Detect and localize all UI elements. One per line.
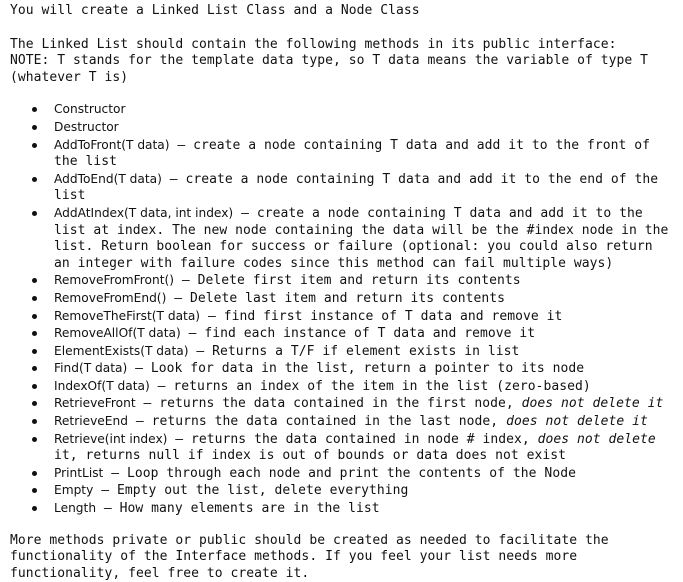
bullet-icon [32,177,37,182]
method-name: IndexOf(T data) [54,378,150,393]
method-description: – create a node containing T data and add it to the list at index. The new node containing the data will be the #index node in the list. Return boolean for success or failure (optional: you could also return an integer with failure codes since this method can fail multiple ways) [54,205,669,271]
method-name: Destructor [54,119,119,134]
closing-line-3: functionality, feel free to create it. [10,565,310,581]
method-name: RetrieveFront [54,396,136,411]
list-item [10,290,675,308]
method-description: – returns an index of the item in the list (zero-based) [149,378,591,394]
method-name: PrintList [54,465,104,480]
method-description: – Delete first item and return its contents [174,273,521,289]
method-description: – Returns a T/F if element exists in list [188,343,520,359]
bullet-icon [32,506,37,511]
bullet-icon [32,125,37,130]
intro-line-1: The Linked List should contain the following methods in its public interface: [10,36,617,52]
method-list [10,101,675,517]
method-description: – find each instance of T data and remove it [180,326,536,342]
closing-paragraph [10,533,675,582]
list-item [10,137,675,171]
bullet-icon [32,401,37,406]
method-name: RetrieveEnd [54,414,128,429]
method-description: – Loop through each node and print the contents of the Node [103,465,576,481]
method-emphasis: does not delete it [506,414,648,430]
method-name: Length [54,501,97,516]
closing-line-2: functionality of the Interface methods. If you feel your list needs more [10,549,578,565]
method-description: – find first instance of T data and remove it [200,308,563,324]
list-item [10,343,675,361]
intro-note-line: NOTE: T stands for the template data type, so T data means the variable of type T [10,53,649,69]
method-name: Empty [54,483,94,498]
list-item [10,413,675,431]
method-name: RemoveAllOf(T data) [54,326,181,341]
bullet-icon [32,349,37,354]
bullet-icon [32,107,37,112]
method-name: RemoveFromEnd() [54,290,167,305]
bullet-icon [32,471,37,476]
bullet-icon [32,488,37,493]
bullet-icon [32,331,37,336]
intro-paragraph [10,37,675,87]
method-name: AddToFront(T data) [54,137,170,152]
list-item [10,465,675,483]
list-item [10,325,675,343]
list-item [10,431,675,465]
list-item [10,308,675,326]
method-description: – returns the data contained in the first node, [135,396,522,412]
bullet-icon [32,314,37,319]
list-item [10,395,675,413]
method-description: – create a node containing T data and add it to the front of the list [54,137,651,170]
bullet-icon [32,278,37,283]
list-item [10,205,675,272]
list-item [10,101,675,119]
bullet-icon [32,211,37,216]
list-item [10,378,675,396]
method-description: – returns the data contained in the last node, [127,414,507,430]
list-item [10,272,675,290]
method-name: RemoveTheFirst(T data) [54,308,201,323]
closing-line-1: More methods private or public should be created as needed to facilitate the [10,532,609,548]
method-name: Constructor [54,102,126,117]
method-name: Retrieve(int index) [54,431,168,446]
method-emphasis: does not delete it [521,396,664,412]
method-description: – Look for data in the list, return a pointer to its node [127,361,585,377]
method-name: ElementExists(T data) [54,343,189,358]
bullet-icon [32,143,37,148]
intro-note-line-cont: (whatever T is) [10,69,129,85]
bullet-icon [32,296,37,301]
method-description-cont: it, returns null if index is out of bounds or data does not exist [54,448,566,464]
method-emphasis: does not delete [537,431,656,447]
list-item [10,360,675,378]
list-item [10,500,675,518]
bullet-icon [32,419,37,424]
bullet-icon [32,384,37,389]
bullet-icon [32,437,37,442]
method-name: AddAtIndex(T data, int index) [54,205,234,220]
page-title: You will create a Linked List Class and a Node Class [10,3,420,18]
method-description: – Empty out the list, delete everything [93,483,409,499]
list-item [10,119,675,137]
method-description: – Delete last item and return its contents [166,290,506,306]
bullet-icon [32,366,37,371]
method-description: – create a node containing T data and add it to the end of the list [54,171,659,204]
method-name: RemoveFromFront() [54,273,174,288]
method-name: AddToEnd(T data) [54,171,162,186]
method-description: – returns the data contained in node # index, [167,431,538,447]
method-description: – How many elements are in the list [96,501,380,517]
list-item [10,482,675,500]
list-item [10,171,675,205]
method-name: Find(T data) [54,361,128,376]
